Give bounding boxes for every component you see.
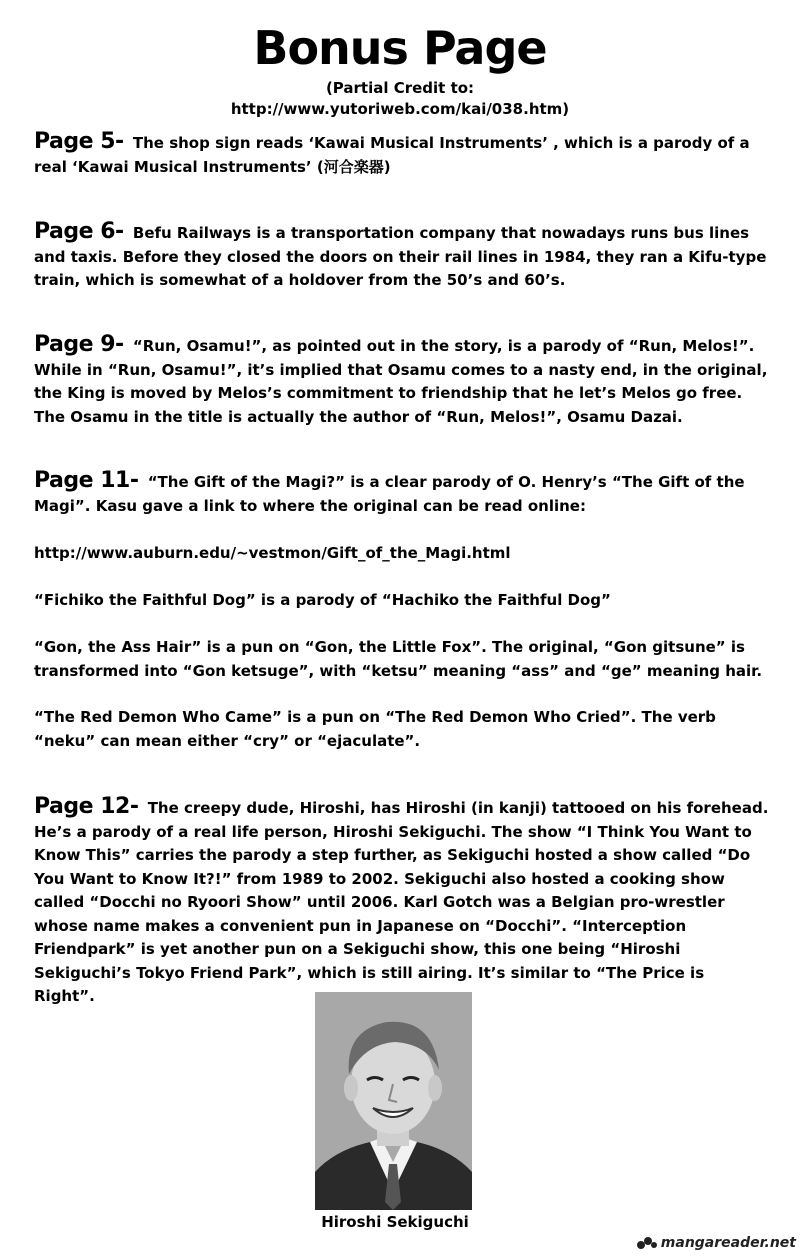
page-title: Bonus Page — [253, 21, 547, 75]
note-text: “Run, Osamu!”, as pointed out in the story, is a parody of “Run, Melos!”. While in “Run, Osamu!”, it’s implied that Osamu comes to a nasty end, in the original, the King is moved by Melos’s commitment to friendship that he let’s Melos go free. The Osamu in the title is actually the author of “Run, Melos!”, Osamu Dazai. — [34, 337, 768, 426]
note-text: Befu Railways is a transportation company that nowadays runs bus lines and taxis. Before they closed the doors on their rail lines in 1984, they ran a Kifu-type train, which is somewhat of a holdover from the 50’s and 60’s. — [34, 224, 767, 289]
note-page-5 — [34, 130, 769, 179]
portrait-illustration — [315, 992, 472, 1210]
portrait-photo — [315, 992, 472, 1210]
watermark — [636, 1235, 796, 1251]
note-page-9 — [34, 333, 769, 429]
note-text: “The Gift of the Magi?” is a clear parody of O. Henry’s “The Gift of the Magi”. Kasu gave a link to where the original can be read online: — [34, 473, 745, 515]
watermark-text: mangareader.net — [660, 1235, 796, 1251]
gift-of-magi-link[interactable]: http://www.auburn.edu/~vestmon/Gift_of_the_Magi.html — [34, 544, 511, 562]
note-heading: Page 9- — [34, 332, 124, 357]
note-page-6 — [34, 220, 769, 293]
note-heading: Page 12- — [34, 794, 139, 819]
credit-line: (Partial Credit to: — [325, 79, 475, 97]
note-heading: Page 6- — [34, 219, 124, 244]
leaf-logo-icon — [636, 1235, 658, 1251]
note-paragraph: “Fichiko the Faithful Dog” is a parody of “Hachiko the Faithful Dog” — [34, 591, 611, 609]
note-text: The creepy dude, Hiroshi, has Hiroshi (in kanji) tattooed on his forehead. He’s a parody of a real life person, Hiroshi Sekiguchi. The show “I Think You Want to Know This” carries the parody a step further, as Sekiguchi hosted a show called “Do You Want to Know It?!” from 1989 to 2002. Sekiguchi also hosted a cooking show called “Docchi no Ryoori Show” until 2006. Karl Gotch was a Belgian pro-wrestler whose name makes a convenient pun in Japanese on “Docchi”. “Interception Friendpark” is yet another pun on a Sekiguchi show, this one being “Hiroshi Sekiguchi’s Tokyo Friend Park”, which is still airing. It’s similar to “The Price is Right”. — [34, 799, 769, 1005]
note-page-12 — [34, 795, 769, 1009]
note-paragraph: “The Red Demon Who Came” is a pun on “The Red Demon Who Cried”. The verb “neku” can mean either “cry” or “ejaculate”. — [34, 708, 716, 750]
note-heading: Page 5- — [34, 129, 124, 154]
credit-url: http://www.yutoriweb.com/kai/038.htm) — [230, 100, 570, 118]
note-text: The shop sign reads ‘Kawai Musical Instruments’ , which is a parody of a real ‘Kawai Musical Instruments’ (河合楽器) — [34, 134, 750, 176]
note-page-11 — [34, 469, 769, 518]
note-heading: Page 11- — [34, 468, 139, 493]
note-paragraph: “Gon, the Ass Hair” is a pun on “Gon, the Little Fox”. The original, “Gon gitsune” is transformed into “Gon ketsuge”, with “ketsu” meaning “ass” and “ge” meaning hair. — [34, 638, 763, 680]
photo-caption: Hiroshi Sekiguchi — [321, 1213, 469, 1231]
